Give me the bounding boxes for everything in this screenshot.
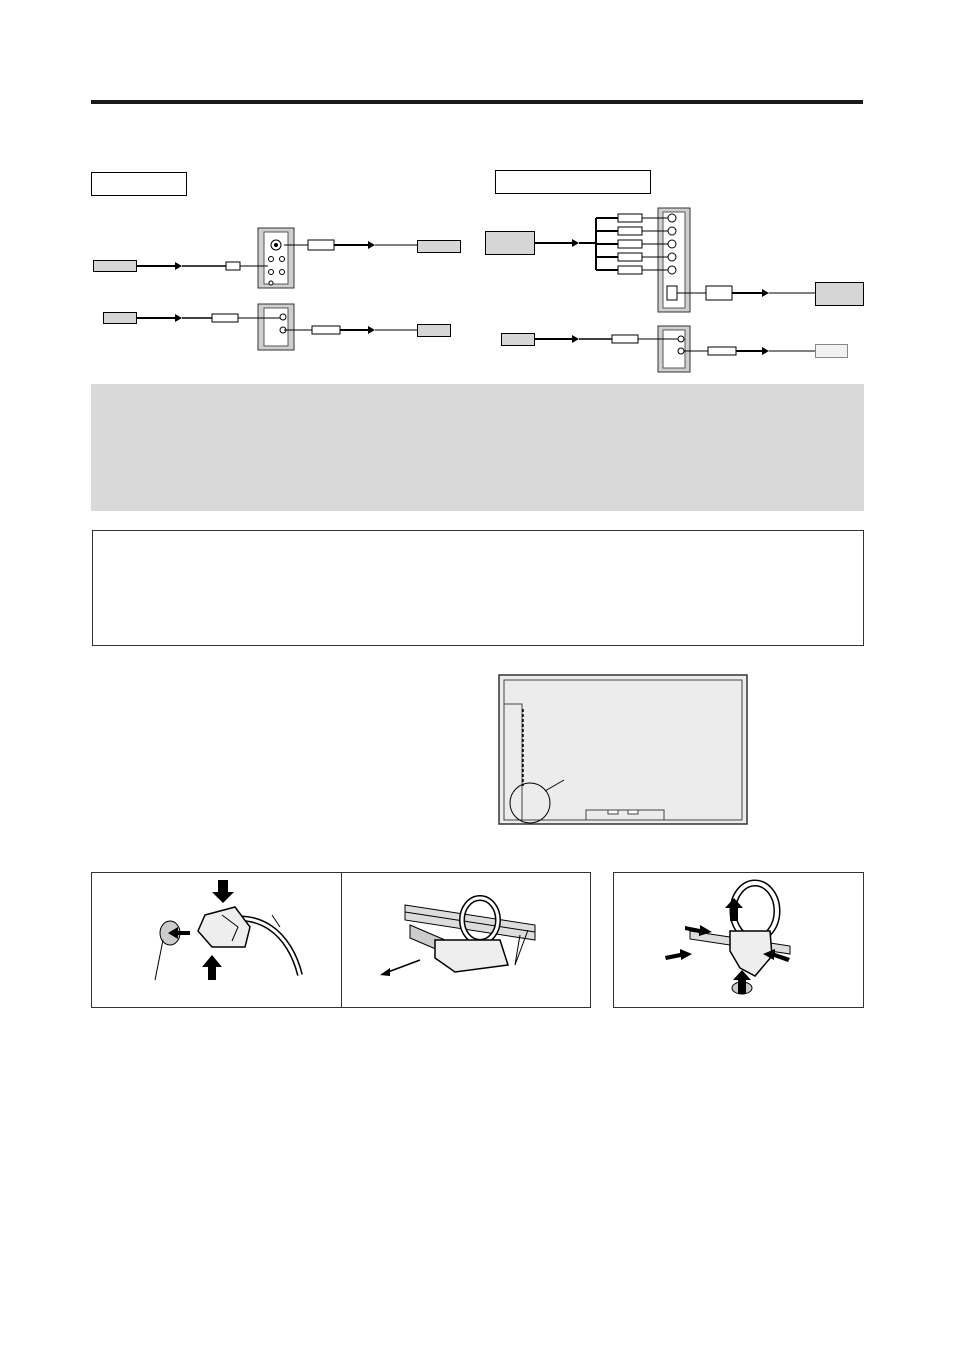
clamp-figure-divider	[341, 872, 342, 1008]
note-box	[92, 530, 864, 646]
monitor-rear-svg	[498, 674, 748, 826]
device-label	[815, 282, 864, 306]
clamp-route-illustration	[360, 880, 580, 995]
clamp-remove-svg	[660, 876, 800, 1001]
clamp-attach-illustration	[150, 875, 310, 985]
monitor-rear-view	[498, 674, 748, 826]
shaded-info-panel	[91, 384, 864, 511]
component-and-pc-connection-diagram	[0, 0, 954, 380]
clamp-remove-illustration	[660, 876, 800, 1001]
device-label	[501, 333, 535, 346]
device-label	[485, 231, 535, 255]
clamp-route-svg	[360, 880, 580, 995]
component-connection-svg	[0, 0, 954, 380]
device-label	[815, 344, 848, 358]
clamp-attach-svg	[150, 875, 310, 985]
